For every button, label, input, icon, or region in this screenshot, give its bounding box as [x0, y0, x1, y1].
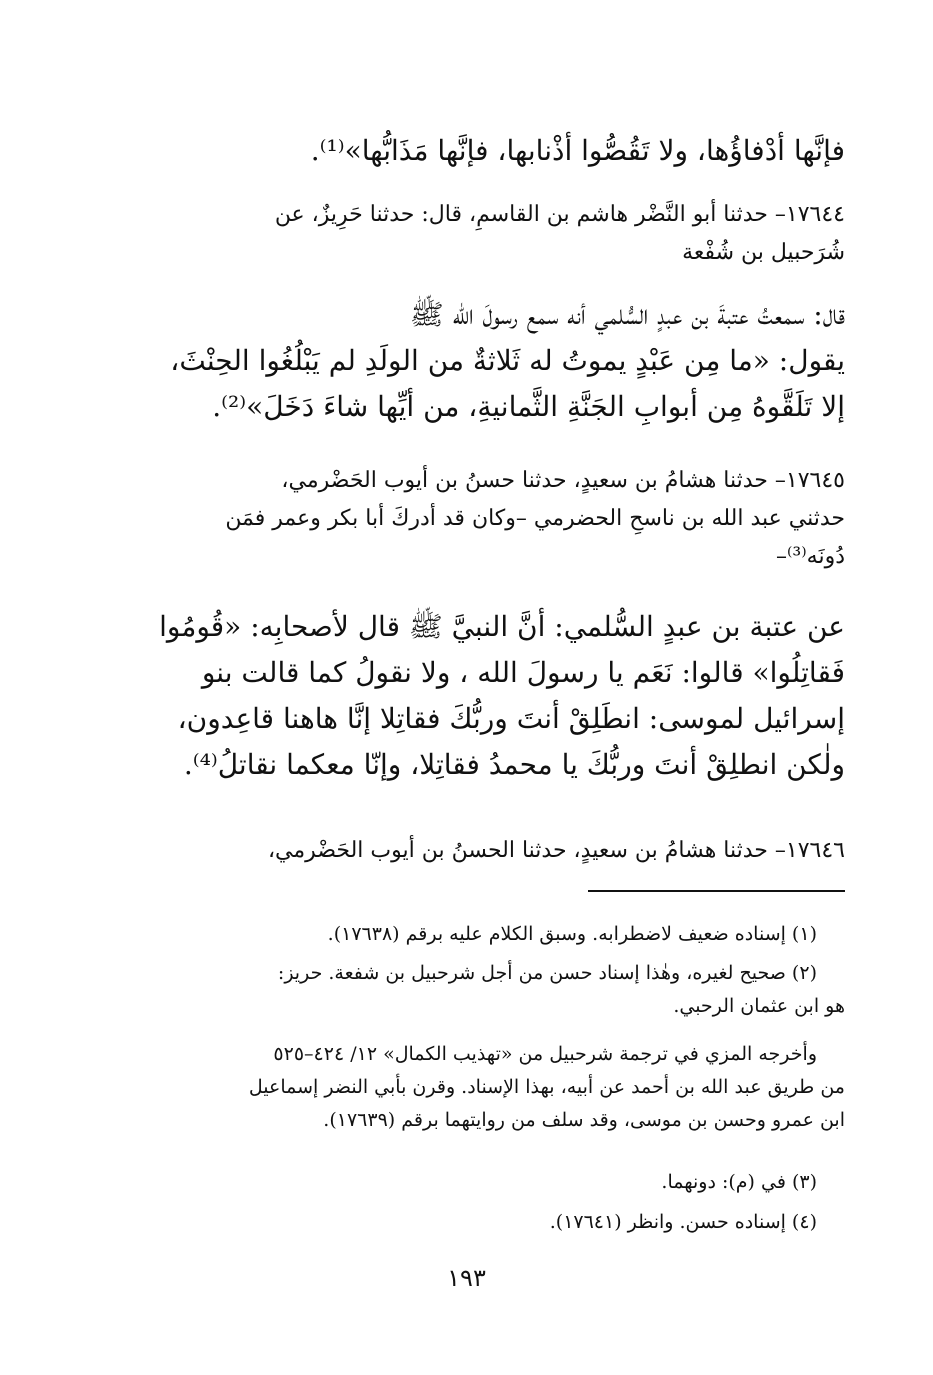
text-line: دُونَه⁽³⁾–: [776, 544, 845, 569]
text-line: ١٧٦٤٤– حدثنا أبو النَّضْر هاشم بن القاسمِ، قال: حدثنا حَرِيزٌ، عن: [274, 202, 845, 227]
paragraph-continuation: [87, 128, 845, 174]
hadith-17644-chain: [87, 196, 845, 272]
footnote-line: ابن عمرو وحسن بن موسى، وقد سلف من روايتهما برقم (١٧٦٣٩).: [323, 1109, 845, 1131]
text-line: شُرَحبيل بن شُفْعة: [682, 240, 845, 265]
footnote-line: هو ابن عثمان الرحبي.: [673, 995, 845, 1017]
footnote-4: [87, 1206, 845, 1239]
footnote-line: (٢) صحيح لغيره، وهٰذا إسناد حسن من أجل شرحبيل بن شفعة. حريز:: [277, 962, 817, 984]
text-line: إسرائيل لموسى: انطَلِقْ أنتَ وربُّكَ فقاتِلا إنَّا هاهنا قاعِدون،: [177, 702, 845, 735]
footnote-line: (١) إسناده ضعيف لاضطرابه. وسبق الكلام عليه برقم (١٧٦٣٨).: [327, 923, 817, 945]
page-number: ١٩٣: [447, 1264, 486, 1292]
footnote-divider: [588, 890, 845, 892]
text-line: حدثني عبد الله بن ناسحِ الحضرمي –وكان قد أدركَ أبا بكر وعمر فمَن: [225, 506, 845, 531]
footnote-line: (٣) في (م): دونهما.: [661, 1171, 817, 1193]
footnote-2-continued: [87, 1038, 845, 1137]
text-line: ولٰكن انطلِقْ أنتَ وربُّكَ يا محمدُ فقاتِلا، وإنّا معكما نقاتلُ⁽⁴⁾.: [183, 748, 845, 781]
text-line: يقول: «ما مِن عَبْدٍ يموتُ له ثَلاثةٌ من الولَدِ لم يَبْلُغُوا الحِنْثَ،: [170, 344, 845, 377]
text-line: فإنَّها أدْفاؤُها، ولا تَقُصُّوا أذْنابها، فإنَّها مَذَابُّها»⁽¹⁾.: [310, 134, 845, 167]
hadith-17644-text: [87, 292, 845, 430]
footnote-line: وأخرجه المزي في ترجمة شرحبيل من «تهذيب الكمال» ١٢/ ٤٢٤–٥٢٥: [273, 1043, 817, 1065]
footnote-2: [87, 957, 845, 1023]
text-line: إلا تَلَقَّوهُ مِن أبوابِ الجَنَّةِ الثَّمانيةِ، من أيِّها شاءَ دَخَلَ»⁽²⁾.: [212, 390, 845, 423]
text-line: ١٧٦٤٥– حدثنا هشامُ بن سعيدٍ، حدثنا حسنُ بن أيوب الحَضْرمي،: [281, 468, 845, 493]
hadith-17645-text: [87, 604, 845, 788]
footnote-line: من طريق عبد الله بن أحمد عن أبيه، بهذا الإسناد. وقرن بأبي النضر إسماعيل: [248, 1076, 845, 1098]
text-line: فَقاتِلُوا» قالوا: نَعَم يا رسولَ الله ، ولا نقولُ كما قالت بنو: [201, 656, 845, 689]
hadith-17645-chain: [87, 462, 845, 576]
text-line: عن عتبة بن عبدٍ السُّلمي: أنَّ النبيَّ ﷺ قال لأصحابِه: «قُومُوا: [159, 610, 845, 643]
footnote-3: [87, 1166, 845, 1199]
footnote-1: [87, 918, 845, 951]
text-line: قال: سمعتُ عتبةَ بن عبدٍ السُّلمي أنه سمع رسولَ الله ﷺ: [409, 298, 845, 331]
hadith-17646-chain: [87, 832, 845, 870]
text-line: ١٧٦٤٦– حدثنا هشامُ بن سعيدٍ، حدثنا الحسنُ بن أيوب الحَضْرمي،: [267, 838, 845, 863]
footnote-line: (٤) إسناده حسن. وانظر (١٧٦٤١).: [549, 1211, 817, 1233]
